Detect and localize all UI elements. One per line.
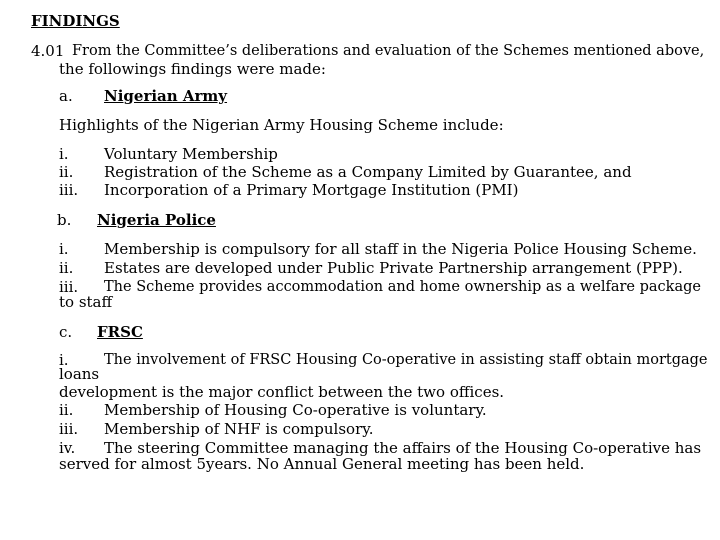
section-c-title: FRSC <box>97 323 143 341</box>
section-a-letter: a. <box>59 87 73 105</box>
section-c-item-1-cont: loans <box>59 365 100 383</box>
section-c-item-4-num: iv. <box>59 439 76 457</box>
intro-number: 4.01 <box>31 42 65 60</box>
section-b-item-3-num: iii. <box>59 278 79 296</box>
section-c-item-1-num: i. <box>59 351 69 369</box>
intro-line-2: the followings findings were made: <box>59 60 326 78</box>
section-c-item-3-num: iii. <box>59 420 79 438</box>
section-a-item-1-num: i. <box>59 145 69 163</box>
section-a-item-1-text: Voluntary Membership <box>104 145 278 163</box>
section-c-letter: c. <box>59 323 73 341</box>
section-b-item-2-num: ii. <box>59 259 74 277</box>
section-c-item-3-text: Membership of NHF is compulsory. <box>104 420 374 438</box>
section-c-item-1-text: The involvement of FRSC Housing Co-operative in assisting staff obtain mortgage <box>104 352 708 368</box>
section-c-item-2-text: Membership of Housing Co-operative is voluntary. <box>104 401 487 419</box>
section-a-item-2-text: Registration of the Scheme as a Company Limited by Guarantee, and <box>104 163 632 181</box>
section-b-item-1-text: Membership is compulsory for all staff in the Nigeria Police Housing Scheme. <box>104 240 697 258</box>
section-b-title: Nigeria Police <box>97 211 216 229</box>
section-a-title: Nigerian Army <box>104 87 228 105</box>
section-b-item-2-text: Estates are developed under Public Private Partnership arrangement (PPP). <box>104 259 683 277</box>
section-c-item-1-cont2: development is the major conflict between the two offices. <box>59 383 505 401</box>
intro-line-1: From the Committee’s deliberations and evaluation of the Schemes mentioned above, <box>72 43 705 59</box>
section-a-highlight: Highlights of the Nigerian Army Housing Scheme include: <box>59 116 504 134</box>
section-a-item-3-text: Incorporation of a Primary Mortgage Institution (PMI) <box>104 181 519 199</box>
section-c-item-4-cont: served for almost 5years. No Annual General meeting has been held. <box>59 455 585 473</box>
section-b-item-1-num: i. <box>59 240 69 258</box>
section-a-item-2-num: ii. <box>59 163 74 181</box>
section-a-item-3-num: iii. <box>59 181 79 199</box>
section-c-item-4-text: The steering Committee managing the affairs of the Housing Co-operative has <box>104 439 702 457</box>
section-c-item-2-num: ii. <box>59 401 74 419</box>
findings-heading: FINDINGS <box>31 12 120 30</box>
section-b-item-3-text: The Scheme provides accommodation and home ownership as a welfare package <box>104 279 701 295</box>
section-b-item-3-cont: to staff <box>59 293 113 311</box>
section-b-letter: b. <box>57 211 72 229</box>
